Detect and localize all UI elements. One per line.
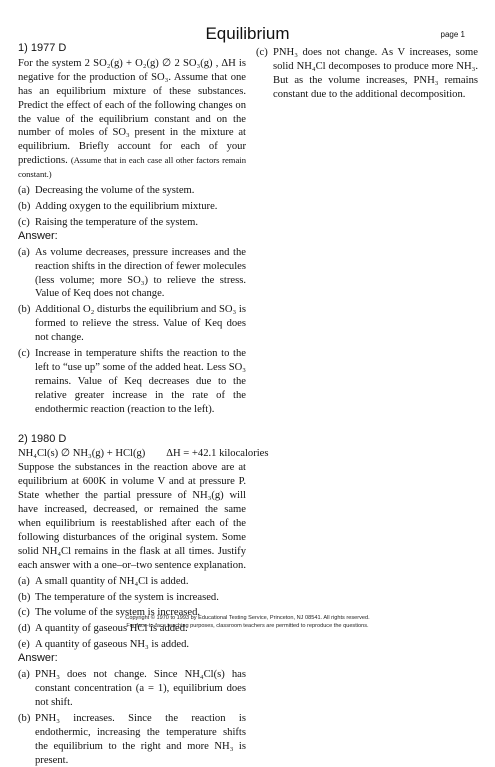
copyright-footer [0,614,495,630]
q1-part-b: (b) Adding oxygen to the equilibrium mixture. [18,200,218,212]
footer-line-2: For face-to-face teaching purposes, classroom teachers are permitted to reproduce the questions. [126,623,369,629]
q2-answer-c: (c) PNH₃ does not change. As V increases, some solid NH₄Cl decomposes to produce more NH₃. But as the volume increases, PNH₃ remains constant due to the additional decomposition. [256,47,478,100]
q2-answer-a: (a) PNH₃ does not change. Since NH₄Cl(s) has constant concentration (a = 1), equilibrium does not shift. [18,669,246,708]
q1-answer-b: (b) Additional O₂ disturbs the equilibrium and SO₃ is formed to relieve the stress. Value of Keq does not change. [18,304,246,344]
question-1-heading: 1) 1977 D [18,42,67,54]
question-2-heading: 2) 1980 D [18,432,67,445]
q2-part-c: (c) The volume of the system is increased. [18,607,201,619]
q2-part-e: (e) A quantity of gaseous NH₃ is added. [18,639,190,651]
question-1-note: (Assume that in each case all other factors remain constant.) [18,155,246,180]
question-2-prompt: Suppose the substances in the reaction above are at equilibrium at 600K in volume V and at pressure P. State whether the partial pressure of NH₃(g) will have increased, decreased, or remained the same when equilibrium is reestablished after each of the following disturbances of the original system. Some solid NH₄Cl remains in the flask at all times. Justify each answer with a one–or–two sentence explanation. [18,462,246,571]
q2-part-b: (b) The temperature of the system is increased. [18,591,219,603]
q1-part-a: (a) Decreasing the volume of the system. [18,185,195,197]
q2-part-a: (a) A small quantity of NH₄Cl is added. [18,575,189,587]
page-title: Equilibrium [205,24,290,43]
q1-answer-label: Answer: [18,229,58,242]
question-2-equation: NH₄Cl(s) ∅ NH₃(g) + HCl(g) ∆H = +42.1 kilocalories [18,448,269,460]
q1-answer-c: (c) Increase in temperature shifts the reaction to the left to “use up” some of the added heat. Less SO₃ remains. Value of Keq decreases due to the relative greater increase in the rate of the endothermic reaction (reaction to the left). [18,348,246,415]
page-number: page 1 [440,30,465,39]
question-1-prompt: For the system 2 SO₂(g) + O₂(g) ∅ 2 SO₃(g) , ∆H is negative for the production of SO₃. Assume that one has an equilibrium mixture of these substances. Predict the effect of each of the following changes on the value of the equilibrium constant and on the number of moles of SO₃ present in the mixture at equilibrium. Briefly account for each of your predictions. (Assume that in each case all other factors remain constant.) [18,57,246,180]
right-column [256,44,478,102]
q1-part-c: (c) Raising the temperature of the system. [18,216,198,228]
q2-part-d: (d) A quantity of gaseous HCl is added. [18,623,188,635]
q2-answer-label: Answer: [18,652,58,665]
footer-line-1: Copyright © 1970 to 1993 by Educational Testing Service, Princeton, NJ 08541. All rights reserved. [125,615,370,621]
q1-answer-a: (a) As volume decreases, pressure increases and the reaction shifts in the direction of fewer molecules (less volume; more SO₃) to relieve the stress. Value of Keq does not change. [18,246,246,300]
q2-answer-b: (b) PNH₃ increases. Since the reaction is endothermic, increasing the temperature shifts the equilibrium to the right and more NH₃ is present. [18,712,246,766]
